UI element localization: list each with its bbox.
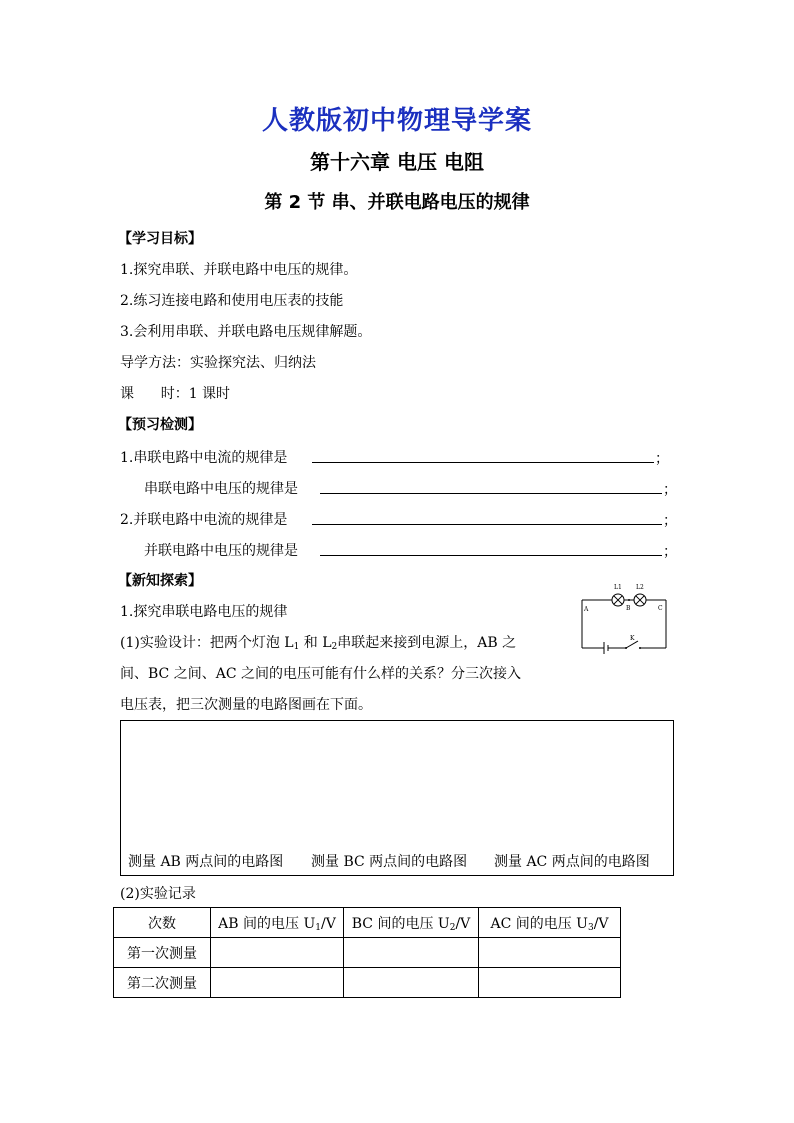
row-label: 第二次测量 [114,968,211,998]
design-line-2: 间、BC 之间、AC 之间的电压可能有什么样的关系？分三次接入 [120,666,521,682]
table-row [114,938,621,968]
table-cell[interactable] [211,968,344,998]
lamp-l2-label: L2 [636,584,644,591]
table-header-row [114,908,621,938]
answer-blank[interactable] [320,555,662,556]
caption-ab: 测量 AB 两点间的电路图 [128,854,284,870]
answer-blank[interactable] [312,462,654,463]
objective-item: 1.探究串联、并联电路中电压的规律。 [120,262,358,278]
record-table [113,907,621,998]
preview-q1-voltage: 串联电路中电压的规律是 [144,481,298,497]
point-a-label: A [584,606,589,613]
table-cell[interactable] [344,968,479,998]
objective-item: 2.练习连接电路和使用电压表的技能 [120,293,344,309]
preview-q1-current: 1.串联电路中电流的规律是 [120,450,288,466]
objective-item: 3.会利用串联、并联电路电压规律解题。 [120,324,372,340]
preview-heading: 【预习检测】 [118,417,202,433]
table-row [114,968,621,998]
preview-q2-voltage: 并联电路中电压的规律是 [144,543,298,559]
preview-q2-current: 2.并联电路中电流的规律是 [120,512,288,528]
caption-bc: 测量 BC 两点间的电路图 [311,854,468,870]
table-cell[interactable] [479,968,621,998]
row-label: 第一次测量 [114,938,211,968]
series-circuit-diagram [578,580,670,656]
switch-label: K [630,635,635,642]
header-bc: BC 间的电压 $U_2/V$ [344,908,479,938]
lamp-l1-label: L1 [614,584,622,591]
design-line-3: 电压表，把三次测量的电路图画在下面。 [120,697,372,713]
answer-blank[interactable] [320,493,662,494]
circuit-drawing-area[interactable] [120,720,674,876]
header-ac: AC 间的电压 $U_3/V$ [479,908,621,938]
answer-blank[interactable] [312,524,662,525]
objectives-heading: 【学习目标】 [118,231,202,247]
point-c-label: C [658,605,663,612]
point-b-label: B [626,605,631,612]
section-title: 第 2 节 串、并联电路电压的规律 [264,192,530,213]
caption-ac: 测量 AC 两点间的电路图 [494,854,650,870]
explore-heading: 【新知探索】 [118,573,202,589]
table-cell[interactable] [479,938,621,968]
switch-icon [626,641,638,648]
table-cell[interactable] [211,938,344,968]
explore-item-1: 1.探究串联电路电压的规律 [120,604,288,620]
semicolon: ； [663,513,677,529]
record-label: (2)实验记录 [120,886,196,902]
semicolon: ； [663,482,677,498]
page-title: 人教版初中物理导学案 [261,106,532,136]
hours-line: 课 时：1 课时 [120,386,231,402]
header-ab: AB 间的电压 $U_1/V$ [211,908,344,938]
chapter-title: 第十六章 电压 电阻 [310,150,484,174]
table-cell[interactable] [344,938,479,968]
design-line-1: (1)实验设计：把两个灯泡 $L_1$ 和 $L_2$串联起来接到电源上，AB 之 [120,635,517,652]
semicolon: ； [655,451,669,467]
semicolon: ； [663,544,677,560]
method-line: 导学方法：实验探究法、归纳法 [120,355,316,371]
header-count: 次数 [114,908,211,938]
